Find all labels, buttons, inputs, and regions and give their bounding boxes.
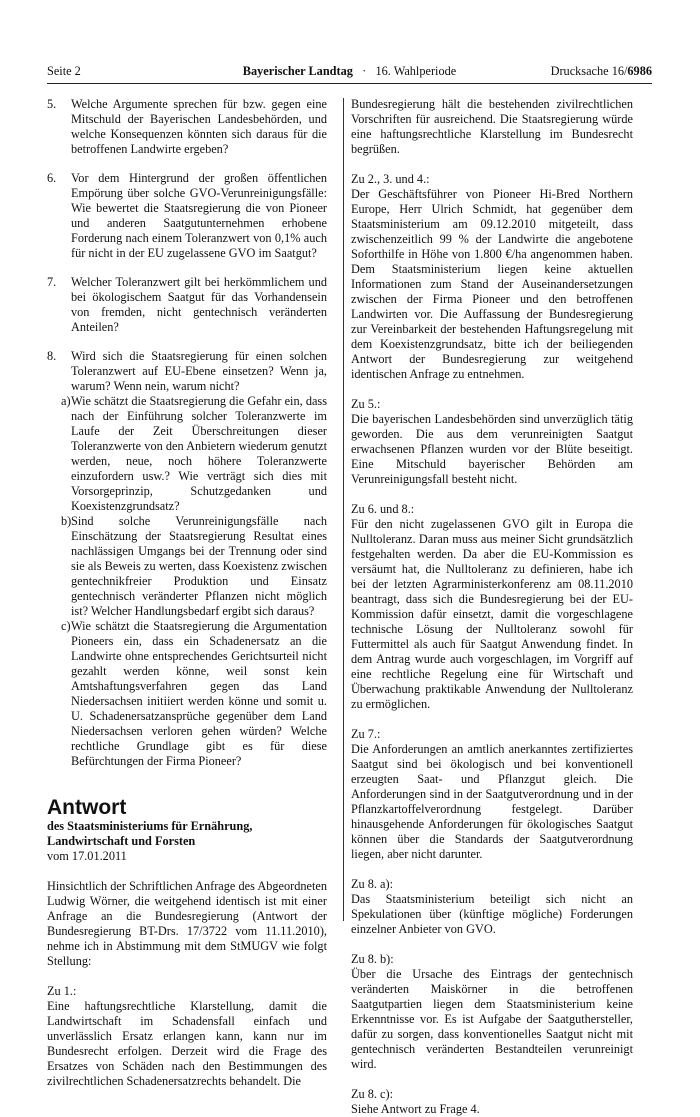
document-number: Drucksache 16/6986	[550, 64, 652, 78]
zu7-heading: Zu 7.:	[351, 727, 381, 741]
zu68-heading: Zu 6. und 8.:	[351, 502, 415, 516]
column-divider	[343, 98, 344, 921]
question-7: 7. Welcher Toleranzwert gilt bei herkömmlichem und bei ökologischem Saatgut für das Vorhandensein von fremden, nicht gentechnisch veränderten Anteilen?	[47, 275, 327, 334]
parliament-name: Bayerischer Landtag	[242, 64, 353, 78]
question-text: Welche Argumente sprechen für bzw. gegen eine Mitschuld der Bayerischen Landesbehörden, und welche Konsequenzen könnten sich daraus für die betroffenen Landwirte ergeben?	[71, 97, 327, 156]
page-number: Seite 2	[47, 64, 81, 78]
question-text: Vor dem Hintergrund der großen öffentlichen Empörung über solche GVO-Verunreinigungsfälle: Wie bewertet die Staatsregierung die von Pioneer und anderen Saatgutunternehmen erhobene Forderung nach einem Toleranzwert von 0,1% auch für nicht in der EU zugelassene GVO im Saatgut?	[71, 171, 327, 260]
zu7-text: Die Anforderungen an amtlich anerkanntes zertifiziertes Saatgut sind bei ökologisch und bei konventionell erzeugten Saat- und Pflanzgut gleich. Die Anforderungen sind in der Saatgutverordnung und in der Pflanzkartoffelverordnung festgelegt. Darüber hinausgehende Anforderungen für ökologisches Saatgut können über die Standards der Saatgutverordnung liegen, aber nicht darunter.	[351, 742, 633, 861]
subquestions	[49, 394, 327, 769]
left-column	[47, 97, 327, 1089]
zu8c-text: Siehe Antwort zu Frage 4.	[351, 1102, 480, 1116]
subquestion-c: c) Wie schätzt die Staatsregierung die Argumentation Pioneers ein, dass ein Schadenersatz an die Landwirte ohne entsprechendes Gerichtsurteil nicht gezahlt werden könne, weil sonst kein Amtshaftungsverfahren gegen das Land Niedersachsen initiiert werden könne und somit u. U. Schadenersatzansprüche gegenüber dem Land Niedersachsen verloren gehen würden? Welche rechtliche Grundlage gibt es für diese Befürchtungen der Firma Pioneer?	[61, 619, 327, 768]
zu1-heading: Zu 1.:	[47, 984, 77, 998]
zu234-heading: Zu 2., 3. und 4.:	[351, 172, 430, 186]
zu8a-text: Das Staatsministerium beteiligt sich nicht an Spekulationen über (künftige mögliche) Forderungen einzelner Anbieter von GVO.	[351, 892, 633, 936]
question-8: 8. Wird sich die Staatsregierung für einen solchen Toleranzwert auf EU-Ebene einsetzen? Wenn ja, warum? Wenn nein, warum nicht? a) Wie schätzt die Staatsregierung die Gefahr ein, dass nach der Einführung solcher Toleranzwerte im Laufe der Zeit Überschreitungen dieser Toleranzwerte von den Anbietern wiederum genutzt werden, neue, noch höhere Toleranzwerte einzufordern usw.? Wie verträgt sich dies mit Vorsorgeprinzip, Schutzgedanken und Koexistenzgrundsatz? b) Sind solche Verunreinigungsfälle nach Einschätzung der Staatsregierung Resultat eines nachlässigen Umgangs bei der Trennung oder sind sie als Beweis zu werten, dass Koexistenz zwischen gentechnikfreier Produktion und Einsatz gentechnisch veränderter Pflanzen nicht möglich ist? Welcher Handlungsbedarf ergibt sich daraus? c) Wie schätzt die Staatsregierung die Argumentation Pioneers ein, dass ein Schadenersatz an die Landwirte ohne entsprechendes Gerichtsurteil nicht gezahlt werden könne, weil sonst kein Amtshaftungsverfahren gegen das Land Niedersachsen initiiert werden könne und somit u. U. Schadenersatzansprüche gegenüber dem Land Niedersachsen verloren gehen würden? Welche rechtliche Grundlage gibt es für diese Befürchtungen der Firma Pioneer?	[47, 349, 327, 768]
zu234-text: Der Geschäftsführer von Pioneer Hi-Bred Northern Europe, Herr Ulrich Schmidt, hat gegenüber dem Staatsministerium am 09.12.2010 mitgeteilt, dass zwischenzeitlich 99 % der Landwirte die angebotene Soforthilfe in Höhe von 1.800 €/ha angenommen haben. Dem Staatsministerium liegen keine aktuellen Informationen zum Stand der Auseinandersetzungen zwischen der Firma Pioneer und den betroffenen Landwirten vor. Die Auffassung der Bundesregierung zur Vereinbarkeit der bestehenden Haftungsregelung mit dem Koexistenzgrundsatz, bitte ich der beiliegenden Antwort der Bundesregierung zur weitgehend identischen Anfrage zu entnehmen.	[351, 187, 633, 381]
zu5-heading: Zu 5.:	[351, 397, 381, 411]
zu8c-heading: Zu 8. c):	[351, 1087, 394, 1101]
right-column	[351, 97, 633, 1117]
page-header	[47, 64, 652, 80]
question-5: 5. Welche Argumente sprechen für bzw. gegen eine Mitschuld der Bayerischen Landesbehörden, und welche Konsequenzen könnten sich daraus für die betroffenen Landwirte ergeben?	[47, 97, 327, 156]
answer-intro: Hinsichtlich der Schriftlichen Anfrage des Abgeordneten Ludwig Wörner, die weitgehend identisch ist mit einer Anfrage an die Bundesregierung (Antwort der Bundesregierung BT-Drs. 17/3722 vom 11.11.2010), nehme ich in Abstimmung mit dem StMUGV wie folgt Stellung:	[47, 879, 327, 968]
question-6: 6. Vor dem Hintergrund der großen öffentlichen Empörung über solche GVO-Verunreinigungsfälle: Wie bewertet die Staatsregierung die von Pioneer und anderen Saatgutunternehmen erhobene Forderung nach einem Toleranzwert von 0,1% auch für nicht in der EU zugelassene GVO im Saatgut?	[47, 171, 327, 260]
zu68-text: Für den nicht zugelassenen GVO gilt in Europa die Nulltoleranz. Daran muss aus meiner Sicht grundsätzlich festgehalten werden. Da aber die EU-Kommission es versäumt hat, die Nulltoleranz zu definieren, habe ich bei der letzten Agrarministerkonferenz am 08.11.2010 beantragt, dass sich die Bundesregierung bei der EU-Kommission dafür einsetzt, damit die vorgeschlagene technische Lösung der Nulltoleranz sowohl für Futtermittel als auch für Saatgut Anwendung findet. In dem Antrag wurde auch vorgeschlagen, im Vorgriff auf eine rechtliche Regelung eine für Wirtschaft und Überwachung praktikable Anwendung der Nulltoleranz zu ermöglichen.	[351, 517, 633, 711]
zu8a-heading: Zu 8. a):	[351, 877, 394, 891]
legislative-period: 16. Wahlperiode	[375, 64, 457, 78]
header-rule	[47, 83, 652, 84]
zu8b-heading: Zu 8. b):	[351, 952, 394, 966]
question-text: Wird sich die Staatsregierung für einen solchen Toleranzwert auf EU-Ebene einsetzen? Wenn ja, warum? Wenn nein, warum nicht?	[71, 349, 327, 393]
header-separator: ·	[362, 64, 367, 78]
zu1-continued: Bundesregierung hält die bestehenden zivilrechtlichen Vorschriften für ausreichend. Die Staatsregierung würde eine haftungsrechtliche Klarstellung im Bundesrecht begrüßen.	[351, 97, 633, 156]
answer-date: vom 17.01.2011	[47, 849, 127, 863]
zu5-text: Die bayerischen Landesbehörden sind unverzüglich tätig geworden. Die aus dem verunreinigten Saatgut erwachsenen Pflanzen wurden vor der Blüte beseitigt. Eine Mitschuld bayerischer Behörden am Verunreinigungsfall besteht nicht.	[351, 412, 633, 486]
answer-ministry: des Staatsministeriums für Ernährung, Landwirtschaft und Forsten	[47, 819, 253, 848]
subquestion-a: a) Wie schätzt die Staatsregierung die Gefahr ein, dass nach der Einführung solcher Toleranzwerte im Laufe der Zeit Überschreitungen dieser Toleranzwerte von den Anbietern wiederum genutzt werden, neue, noch höhere Toleranzwerte einzufordern usw.? Wie verträgt sich dies mit Vorsorgeprinzip, Schutzgedanken und Koexistenzgrundsatz?	[61, 394, 327, 513]
header-center	[47, 64, 652, 79]
question-text: Welcher Toleranzwert gilt bei herkömmlichem und bei ökologischem Saatgut für das Vorhandensein von fremden, nicht gentechnisch veränderten Anteilen?	[71, 275, 327, 334]
subquestion-b: b) Sind solche Verunreinigungsfälle nach Einschätzung der Staatsregierung Resultat eines nachlässigen Umgangs bei der Trennung oder sind sie als Beweis zu werten, dass Koexistenz zwischen gentechnikfreier Produktion und Einsatz gentechnisch veränderter Pflanzen nicht möglich ist? Welcher Handlungsbedarf ergibt sich daraus?	[61, 514, 327, 618]
zu8b-text: Über die Ursache des Eintrags der gentechnisch veränderten Maiskörner in die betroffenen Saatgutpartien liegen dem Staatsministerium keine Erkenntnisse vor. Es ist Aufgabe der Saatguthersteller, dafür zu sorgen, dass konventionelles Saatgut nicht mit gentechnisch veränderten Bestandteilen verunreinigt wird.	[351, 967, 633, 1071]
zu1-text: Eine haftungsrechtliche Klarstellung, damit die Landwirtschaft im Schadensfall einfach und unverlässlich Ersatz erlangen kann, kann nur im Bundesrecht erfolgen. Derzeit wird die Frage des Ersatzes von Schäden nach den Bestimmungen des zivilrechtlichen Schadenersatzrechts behandelt. Die	[47, 999, 327, 1088]
answer-title: Antwort	[47, 796, 127, 819]
